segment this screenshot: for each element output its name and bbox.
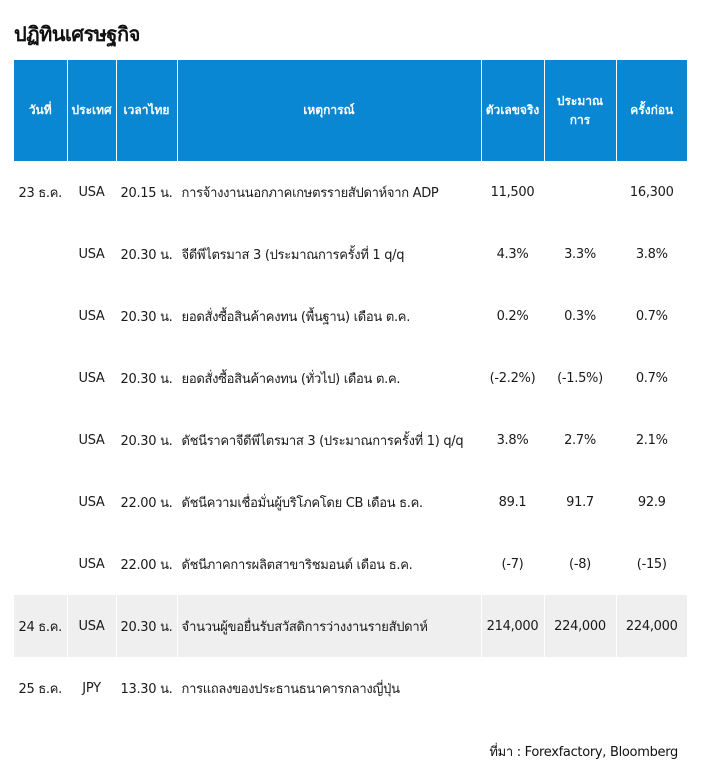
cell-previous — [616, 657, 687, 719]
cell-previous: 92.9 — [616, 471, 687, 533]
cell-actual: 89.1 — [481, 471, 544, 533]
cell-time: 22.00 น. — [116, 533, 177, 595]
table-header-row — [14, 60, 687, 161]
cell-date: 23 ธ.ค. — [18, 185, 62, 201]
cell-date — [14, 223, 67, 285]
cell-event: ดัชนีราคาจีดีพีไตรมาส 3 (ประมาณการครั้งที่ 1) q/q — [177, 409, 481, 471]
cell-country: USA — [67, 223, 116, 285]
cell-event: ดัชนีภาคการผลิตสาขาริชมอนด์ เดือน ธ.ค. — [177, 533, 481, 595]
header-previous: ครั้งก่อน — [616, 60, 687, 161]
header-event: เหตุการณ์ — [177, 60, 481, 161]
cell-actual: (-2.2%) — [481, 347, 544, 409]
cell-time: 20.30 น. — [116, 285, 177, 347]
cell-country: USA — [67, 409, 116, 471]
cell-time: 20.30 น. — [116, 223, 177, 285]
cell-date — [14, 471, 67, 533]
cell-actual: 4.3% — [481, 223, 544, 285]
cell-event: การจ้างงานนอกภาคเกษตรรายสัปดาห์จาก ADP — [177, 161, 481, 223]
header-time: เวลาไทย — [116, 60, 177, 161]
cell-previous: (-15) — [616, 533, 687, 595]
table-row — [14, 285, 687, 347]
cell-time: 20.30 น. — [116, 409, 177, 471]
cell-event: ยอดสั่งซื้อสินค้าคงทน (พื้นฐาน) เดือน ต.ค. — [177, 285, 481, 347]
cell-actual: (-7) — [481, 533, 544, 595]
cell-date — [14, 347, 67, 409]
cell-forecast: 2.7% — [544, 409, 616, 471]
cell-previous: 224,000 — [616, 595, 687, 657]
cell-country: JPY — [67, 657, 116, 719]
header-country: ประเทศ — [67, 60, 116, 161]
cell-time: 22.00 น. — [116, 471, 177, 533]
table-row — [14, 533, 687, 595]
table-row — [14, 595, 687, 657]
cell-actual: 3.8% — [481, 409, 544, 471]
table-row — [14, 347, 687, 409]
cell-time: 20.30 น. — [116, 595, 177, 657]
cell-actual: 11,500 — [481, 161, 544, 223]
cell-forecast: 0.3% — [544, 285, 616, 347]
cell-actual: 214,000 — [481, 595, 544, 657]
cell-event: จำนวนผู้ขอยื่นรับสวัสดิการว่างงานรายสัปดาห์ — [177, 595, 481, 657]
cell-country: USA — [67, 347, 116, 409]
cell-previous: 16,300 — [616, 161, 687, 223]
header-date: วันที่ — [14, 60, 67, 161]
cell-previous: 0.7% — [616, 347, 687, 409]
cell-previous: 2.1% — [616, 409, 687, 471]
cell-forecast: (-1.5%) — [544, 347, 616, 409]
cell-event: จีดีพีไตรมาส 3 (ประมาณการครั้งที่ 1 q/q — [177, 223, 481, 285]
cell-forecast — [544, 161, 616, 223]
cell-time: 20.15 น. — [116, 161, 177, 223]
economic-calendar-table — [14, 60, 687, 719]
cell-previous: 0.7% — [616, 285, 687, 347]
cell-forecast: 91.7 — [544, 471, 616, 533]
cell-forecast: 3.3% — [544, 223, 616, 285]
cell-country: USA — [67, 471, 116, 533]
table-row — [14, 471, 687, 533]
cell-forecast: 224,000 — [544, 595, 616, 657]
cell-country: USA — [67, 595, 116, 657]
cell-time: 20.30 น. — [116, 347, 177, 409]
cell-country: USA — [67, 285, 116, 347]
cell-date — [14, 533, 67, 595]
page-title: ปฏิทินเศรษฐกิจ — [14, 22, 140, 46]
header-actual: ตัวเลขจริง — [481, 60, 544, 161]
cell-country: USA — [67, 533, 116, 595]
cell-forecast: (-8) — [544, 533, 616, 595]
source-note: ที่มา : Forexfactory, Bloomberg — [489, 745, 678, 760]
cell-actual: 0.2% — [481, 285, 544, 347]
table-row — [14, 409, 687, 471]
table-row — [14, 223, 687, 285]
cell-date — [14, 409, 67, 471]
cell-date: 24 ธ.ค. — [14, 595, 67, 657]
cell-event: ดัชนีความเชื่อมั่นผู้บริโภคโดย CB เดือน ธ.ค. — [177, 471, 481, 533]
cell-country: USA — [67, 161, 116, 223]
header-forecast: ประมาณการ — [544, 60, 616, 161]
cell-date — [14, 285, 67, 347]
table-row — [14, 161, 687, 223]
cell-forecast — [544, 657, 616, 719]
cell-previous: 3.8% — [616, 223, 687, 285]
cell-date: 25 ธ.ค. — [18, 681, 62, 697]
cell-event: การแถลงของประธานธนาคารกลางญี่ปุ่น — [177, 657, 481, 719]
cell-actual — [481, 657, 544, 719]
cell-time: 13.30 น. — [116, 657, 177, 719]
cell-event: ยอดสั่งซื้อสินค้าคงทน (ทั่วไป) เดือน ต.ค. — [177, 347, 481, 409]
table-row — [14, 657, 687, 719]
